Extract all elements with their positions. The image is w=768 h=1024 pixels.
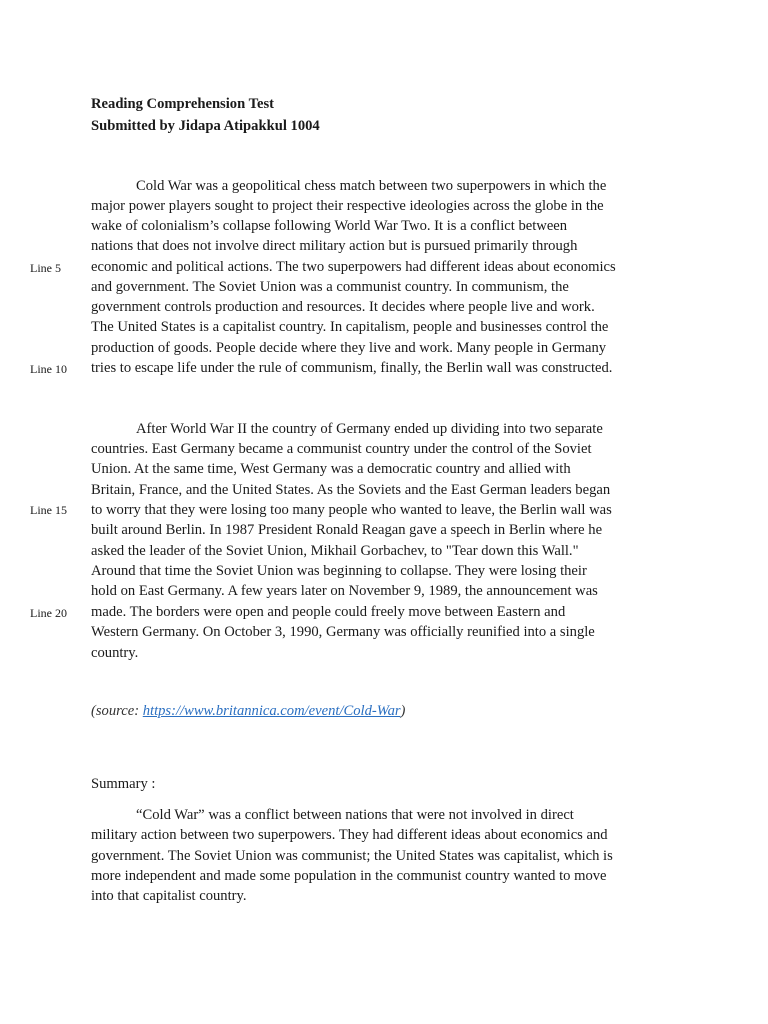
p1-line-8: The United States is a capitalist country. In capitalism, people and businesses control the	[91, 319, 609, 335]
p2-line-2: countries. East Germany became a communist country under the control of the Soviet	[91, 441, 592, 457]
p2-line-4: Britain, France, and the United States. As the Soviets and the East German leaders began	[91, 482, 611, 498]
p1-line-4: nations that does not involve direct military action but is pursued primarily through	[91, 238, 578, 254]
p1-line-5: economic and political actions. The two superpowers had different ideas about economics	[91, 259, 616, 275]
source-suffix: )	[400, 703, 406, 719]
source-link[interactable]: https://www.britannica.com/event/Cold-War	[142, 703, 401, 719]
p1-line-1: Cold War was a geopolitical chess match between two superpowers in which the	[136, 178, 607, 194]
p2-line-8: Around that time the Soviet Union was beginning to collapse. They were losing their	[91, 563, 587, 579]
p1-line-6: and government. The Soviet Union was a communist country. In communism, the	[91, 279, 569, 295]
summary-line-3: government. The Soviet Union was communist; the United States was capitalist, which is	[91, 848, 613, 864]
summary-line-4: more independent and made some population in the communist country wanted to move	[91, 868, 607, 884]
p2-line-12: country.	[91, 645, 139, 661]
summary-line-5: into that capitalist country.	[91, 888, 247, 904]
p2-line-5: to worry that they were losing too many people who wanted to leave, the Berlin wall was	[91, 502, 612, 518]
source-citation	[91, 701, 405, 721]
summary-line-2: military action between two superpowers. They had different ideas about economics and	[91, 827, 608, 843]
submitted-by: Submitted by Jidapa Atipakkul 1004	[91, 118, 320, 134]
line-number-15: Line 15	[30, 503, 67, 517]
p2-line-7: asked the leader of the Soviet Union, Mikhail Gorbachev, to "Tear down this Wall."	[91, 543, 579, 559]
p2-line-3: Union. At the same time, West Germany was a democratic country and allied with	[91, 461, 571, 477]
p1-line-2: major power players sought to project their respective ideologies across the globe in the	[91, 198, 604, 214]
summary-label: Summary :	[91, 776, 156, 792]
p2-line-6: built around Berlin. In 1987 President Ronald Reagan gave a speech in Berlin where he	[91, 522, 603, 538]
p2-line-1: After World War II the country of Germany ended up dividing into two separate	[136, 421, 603, 437]
p1-line-7: government controls production and resources. It decides where people live and work.	[91, 299, 595, 315]
p2-line-10: made. The borders were open and people could freely move between Eastern and	[91, 604, 566, 620]
line-number-5: Line 5	[30, 261, 61, 275]
summary-line-1: “Cold War” was a conflict between nations that were not involved in direct	[136, 807, 574, 823]
p1-line-9: production of goods. People decide where they live and work. Many people in Germany	[91, 340, 607, 356]
p1-line-3: wake of colonialism’s collapse following World War Two. It is a conflict between	[91, 218, 568, 234]
source-prefix: (source:	[91, 703, 143, 719]
p2-line-9: hold on East Germany. A few years later on November 9, 1989, the announcement was	[91, 583, 598, 599]
test-title: Reading Comprehension Test	[91, 96, 274, 112]
p2-line-11: Western Germany. On October 3, 1990, Germany was officially reunified into a single	[91, 624, 595, 640]
p1-line-10: tries to escape life under the rule of communism, finally, the Berlin wall was constructed.	[91, 360, 613, 376]
line-number-20: Line 20	[30, 606, 67, 620]
line-number-10: Line 10	[30, 362, 67, 376]
